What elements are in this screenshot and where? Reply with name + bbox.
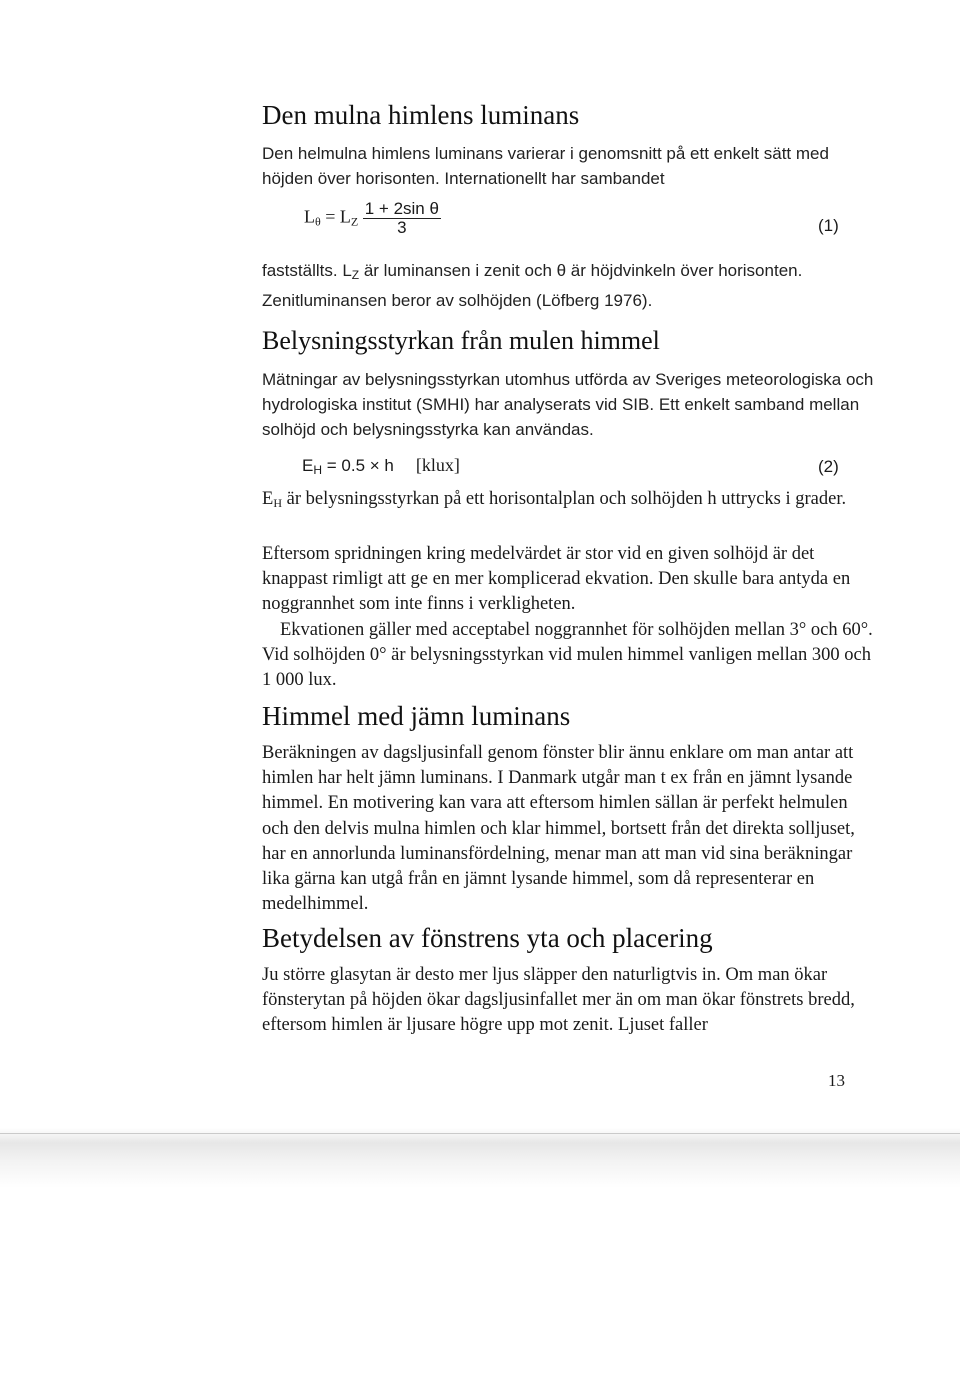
- formula-1-numerator: 1 + 2sin θ: [364, 199, 439, 218]
- formula-2: [302, 455, 460, 477]
- symbol-sub-h: H: [273, 496, 282, 510]
- formula-1-denominator: 3: [397, 218, 407, 237]
- formula-1: [304, 200, 441, 237]
- paragraph-uniform-sky: Beräkningen av dagsljusinfall genom fönster blir ännu enklare om man antar att himlen har helt jämn luminans. I Danmark utgår man t ex från en jämnt lysande himmel. En motivering kan vara att eftersom himlen sällan är perfekt helmulen och den delvis mulna himlen och klar himmel, bortsett från det direkta solljuset, har en annorlunda luminansfördelning, menar man att man vid sina beräkningar lika gärna kan utgå från en jämnt lysande himmel, som då representerar en medelhimmel.: [262, 743, 855, 915]
- paragraph-window-size: Ju större glasytan är desto mer ljus släpper den naturligtvis in. Om man ökar fönsterytan på höjden ökar dagsljusinfallet mer än om man ökar fönstrets bredd, eftersom himlen är ljusare högre upp mot zenit. Ljuset faller: [262, 965, 855, 1036]
- formula-1-fraction: [363, 200, 441, 237]
- text-fragment: är luminansen i zenit och θ är höjdvinkeln över horisonten. Zenitluminansen beror av solhöjden (Löfberg 1976).: [262, 261, 803, 310]
- formula-1-equals: =: [320, 206, 340, 227]
- scan-artifact-line: [0, 1133, 960, 1134]
- heading-overcast-illuminance: Belysningsstyrkan från mulen himmel: [262, 326, 660, 355]
- page-number: 13: [828, 1071, 845, 1090]
- paragraph-intro: Den helmulna himlens luminans varierar i genomsnitt på ett enkelt sätt med höjden över horisonten. Internationellt har sambandet: [262, 144, 829, 188]
- formula-2-number: (2): [818, 457, 839, 476]
- text-fragment: är belysningsstyrkan på ett horisontalplan och solhöjden h uttrycks i grader.: [281, 489, 847, 509]
- formula-1-rhs: L: [339, 206, 351, 227]
- heading-window-size-placement: Betydelsen av fönstrens yta och placering: [262, 923, 713, 953]
- formula-1-lhs-sub: θ: [315, 214, 321, 229]
- symbol-sub-z: Z: [351, 268, 360, 282]
- scan-artifact-band: [0, 1128, 960, 1188]
- symbol-e: E: [262, 489, 274, 509]
- heading-uniform-sky: Himmel med jämn luminans: [262, 701, 571, 731]
- paragraph-zenith-luminance: [262, 258, 874, 313]
- paragraph-scatter: Eftersom spridningen kring medelvärdet är stor vid en given solhöjd är det knappast rimligt att ge en mer komplicerad ekvation. Den skulle bara antyda en noggrannhet som inte finns i verkligheten.: [262, 544, 851, 615]
- paragraph-smhi-measurements: Mätningar av belysningsstyrkan utomhus utförda av Sveriges meteorologiska och hydrologiska institut (SMHI) har analyserats vid SIB. Ett enkelt samband mellan solhöjd och belysningsstyrka kan användas.: [262, 370, 874, 439]
- heading-overcast-sky-luminance: Den mulna himlens luminans: [262, 100, 580, 130]
- formula-2-lhs: E: [302, 456, 314, 475]
- formula-2-rhs: = 0.5 × h: [322, 456, 394, 475]
- symbol-l: L: [342, 261, 352, 280]
- paragraph-eh-definition: [262, 487, 874, 516]
- formula-1-lhs: L: [304, 206, 315, 227]
- formula-1-number: (1): [818, 216, 839, 235]
- formula-2-unit: [klux]: [415, 455, 460, 475]
- paragraph-validity: Ekvationen gäller med acceptabel noggrannhet för solhöjden mellan 3° och 60°. Vid solhöjden 0° är belysningsstyrkan vid mulen himmel vanligen mellan 300 och 1 000 lux.: [262, 620, 873, 691]
- formula-1-rhs-sub: Z: [350, 214, 359, 229]
- text-fragment: fastställts.: [262, 261, 343, 280]
- formula-2-lhs-sub: H: [313, 463, 323, 477]
